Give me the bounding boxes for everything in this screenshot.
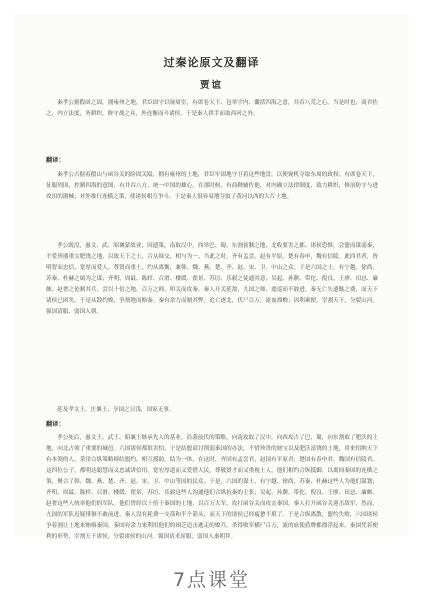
translation-paragraph-2: 孝公死后，惠文王、武王、昭襄王继承先人的基业，沿袭前代的策略，向南攻取了汉中，向西攻占了巴、蜀，向东割取了肥沃的土地，向北占领了重要的城邑。六国诸侯都很害怕，于是结盟商讨削弱秦国的办法，不惜珍贵的财宝以及肥沃富饶的土地，用来招纳天下有本领的人，采用合纵策略缔结盟约，相互援助，结为一体。在这时，齐国有孟尝君，赵国有平原君，楚国有春申君，魏国有信陵君。这四位公子，都明达聪慧而又忠诚讲信用，宽宏厚道而又爱惜人民，尊敬贤才而又重视士人，他们相约合纵抵御，以离间秦国的连横之策，聚合了韩、魏、燕、楚、齐、赵、宋、卫、中山等国的民众。于是，六国的谋士，有宁越、徐尚、苏秦、杜赫这些人为他们谋划；齐明、周最、陈轸、召滑、楼缓、翟景、苏厉、乐毅这些人沟通他们合纵抗秦的主张；吴起、孙膑、带佗、倪良、王廖、田忌、廉颇、赵奢这些人统率他们的军队。他们曾经以十倍于秦国的土地，以百万大军，攻打函谷关而攻击秦国。秦人打开函谷关迎击敌军，然而，九国的军队迟疑徘徊不敢前进。秦人没有耗费一支箭和半个箭头，而天下的诸侯已经疲惫不堪了。于是合纵离散，盟约失败，六国诸侯争着割让土地来贿赂秦国。秦国有余力来利用他们的困乏追击逃走的败兵，杀得败军横尸百万，流的血使盾牌都漂浮起来。秦国凭着便利的形势，宰割天下诸侯，分裂诸侯的山河。强国请求屈服，弱国入秦朝拜。 bbox=[46, 435, 378, 540]
original-paragraph-1: 秦孝公据殽函之固，拥雍州之地，君臣固守以窥周室，有席卷天下、包举宇内、囊括四海之意，并吞八荒之心。当是时也，商君佐之，内立法度，务耕织，修守战之具，外连衡而斗诸侯。于是秦人拱手而取西河之外。 bbox=[46, 100, 378, 117]
translation-label-2: 翻译： bbox=[46, 421, 65, 428]
original-paragraph-3: 延及孝文王、庄襄王，享国之日浅，国家无事。 bbox=[57, 407, 175, 413]
document-title: 过秦论原文及翻译 bbox=[163, 56, 260, 69]
original-paragraph-2: 孝公既没，惠文、武、昭襄蒙故业，因遗策，南取汉中，西举巴、蜀，东割膏腴之地，北收要害之郡。诸侯恐惧，会盟而谋弱秦，不爱珍器重宝肥饶之地，以致天下之士，合从缔交，相与为一。当此之时，齐有孟尝，赵有平原，楚有春申，魏有信陵。此四君者，皆明智而忠信，宽厚而爱人，尊贤而重士，约从离衡，兼韩、魏、燕、楚、齐、赵、宋、卫、中山之众。于是六国之士，有宁越、徐尚、苏秦、杜赫之属为之谋；齐明、周最、陈轸、召滑、楼缓、翟景、苏厉、乐毅之徒通其意；吴起、孙膑、带佗、倪良、王廖、田忌、廉颇、赵奢之伦制其兵。尝以十倍之地，百万之师，叩关而攻秦。秦人开关延敌，九国之师，逡巡而不敢进。秦无亡矢遗镞之费，而天下诸侯已困矣。于是从散约败，争割地而赂秦。秦有余力而制其弊，追亡逐北，伏尸百万，流血漂橹；因利乘便，宰割天下，分裂山河。强国请服，弱国入朝。 bbox=[46, 243, 378, 315]
site-watermark: 7点课堂 bbox=[172, 569, 251, 591]
translation-paragraph-1: 秦孝公占据着殽山与函谷关的险固关隘，拥有雍州的土地，君臣牢固地守卫着这些地盘，以便窥机夺取东周的政权；有席卷天下，征服列国，控制四海的意图，有并吞八方，统一中国的雄心。在那时候，有商鞅辅佐他，对内确立法律制度，致力耕织，修治防守与进攻用的器械；对外推行连横之策，使诸侯相互争斗。于是秦人很容易地夺取了黄河以西的大片土地。 bbox=[46, 172, 378, 200]
document-page bbox=[14, 14, 409, 540]
translation-label-1: 翻译： bbox=[46, 157, 65, 164]
document-author: 贾谊 bbox=[199, 80, 223, 91]
